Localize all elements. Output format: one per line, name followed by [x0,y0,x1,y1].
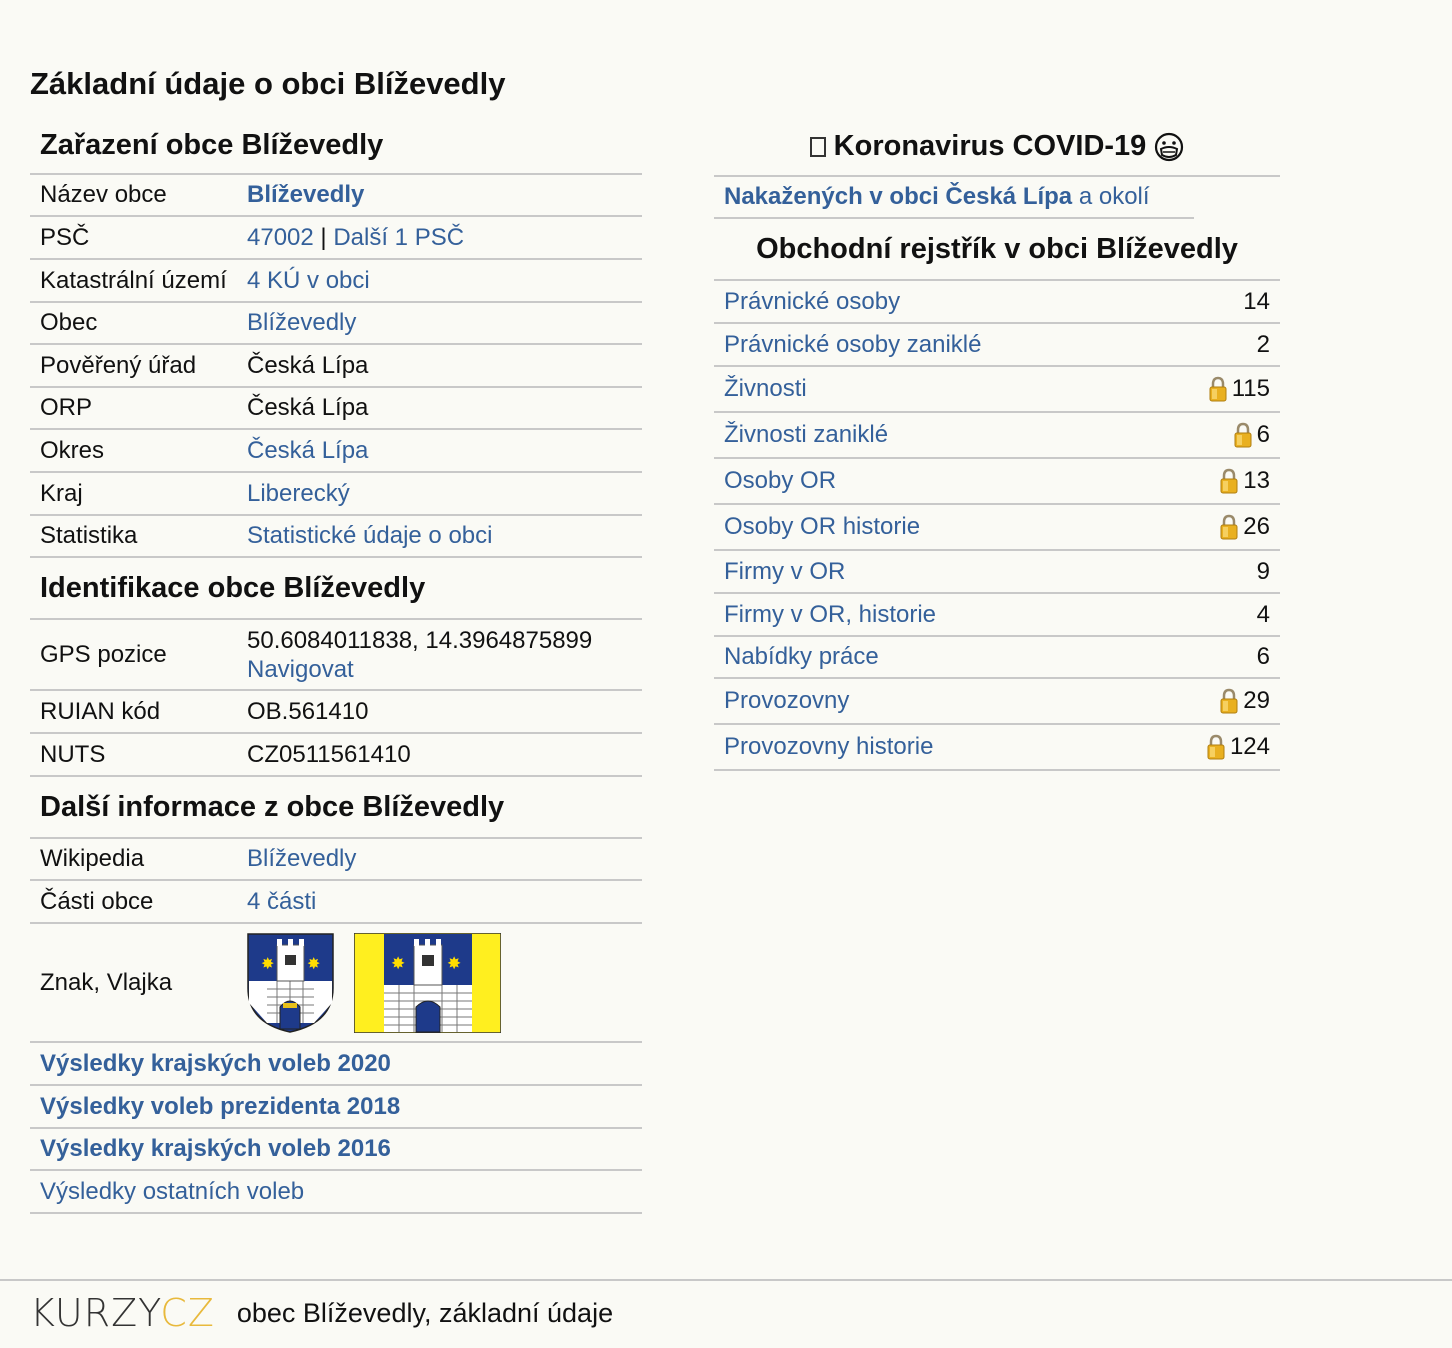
postal-code-link[interactable]: 47002 [247,223,314,251]
table-row [30,260,642,303]
register-row [714,281,1280,324]
table-row [30,1171,642,1214]
flag-image[interactable] [354,933,501,1033]
row-label: Znak, Vlajka [40,968,173,996]
gps-coordinates: 50.6084011838, 14.3964875899 [247,626,593,654]
register-count-value: 13 [1243,467,1270,494]
table-row [30,303,642,345]
municipality-name-link[interactable]: Blíževedly [247,181,365,208]
table-row [30,473,642,516]
register-row-link[interactable]: Právnické osoby [724,287,901,315]
table-row [30,881,642,924]
business-register-panel [714,118,1280,771]
covid-title: Koronavirus COVID-19 [833,130,1147,162]
row-value: Česká Lípa [247,394,369,421]
municipality-info-panel [30,118,642,1214]
presidential-election-2018-link[interactable]: Výsledky voleb prezidenta 2018 [40,1092,401,1120]
register-row-link[interactable]: Firmy v OR [724,557,846,585]
register-row [714,367,1280,413]
register-count-value: 6 [1256,421,1270,448]
register-count [1219,467,1270,495]
covid-cases-link[interactable] [724,183,1150,211]
classification-heading: Zařazení obce Blíževedly [30,118,642,175]
register-row-link[interactable]: Provozovny historie [724,733,934,760]
row-label: Wikipedia [40,845,145,872]
register-row-link[interactable]: Nabídky práce [724,643,879,670]
table-row [30,175,642,217]
row-label: Kraj [40,479,83,507]
svg-text:✸: ✸ [391,953,406,974]
row-value: OB.561410 [247,697,369,725]
register-row-link[interactable]: Právnické osoby zaniklé [724,330,982,358]
table-row [30,1086,642,1129]
lock-icon[interactable] [1219,514,1239,540]
footer [30,1288,613,1338]
footer-divider [0,1279,1452,1281]
table-row [30,924,642,1043]
municipality-parts-link[interactable]: 4 části [247,887,317,915]
business-register-heading: Obchodní rejstřík v obci Blíževedly [714,219,1280,281]
register-count-value: 29 [1243,687,1270,714]
table-row [30,620,642,691]
covid-cases-bold: Nakažených v obci Česká Lípa [724,183,1073,210]
virus-icon [810,137,826,157]
lock-icon[interactable] [1219,468,1239,494]
register-count [1243,288,1270,316]
face-with-mask-icon [1154,132,1184,162]
row-label: PSČ [40,223,90,251]
register-count-value: 2 [1256,330,1270,358]
register-count [1257,331,1270,359]
footer-caption: obec Blíževedly, základní údaje [236,1297,614,1328]
table-row [30,430,642,473]
register-row [714,594,1280,637]
register-row [714,459,1280,505]
table-row [30,516,642,558]
business-register-list [714,281,1280,771]
row-label: Části obce [40,887,154,915]
more-postal-codes-link[interactable]: Další 1 PSČ [333,223,465,251]
register-count [1219,687,1270,715]
register-row-link[interactable]: Osoby OR [724,467,837,494]
register-count [1206,733,1270,761]
register-count-value: 14 [1243,287,1270,315]
register-row [714,725,1280,771]
register-count [1219,513,1270,541]
row-label: RUIAN kód [40,697,161,725]
register-row [714,637,1280,679]
register-row [714,413,1280,459]
svg-text:✸: ✸ [447,953,462,974]
register-count [1257,643,1270,671]
lock-icon[interactable] [1233,422,1253,448]
table-row [30,388,642,430]
register-row [714,324,1280,367]
register-count-value: 115 [1231,375,1270,402]
register-row-link[interactable]: Firmy v OR, historie [724,600,937,628]
table-row [30,734,642,777]
register-row [714,505,1280,551]
table-row [30,691,642,734]
table-row [30,839,642,881]
separator: | [320,223,327,251]
register-count-value: 124 [1229,733,1270,760]
row-label: Katastrální území [40,266,227,294]
row-label: Statistika [40,522,138,549]
region-link[interactable]: Liberecký [247,479,350,507]
svg-text:✸: ✸ [307,953,321,973]
register-count [1257,558,1270,586]
navigate-link[interactable]: Navigovat [247,655,354,683]
covid-cases-row [714,177,1194,219]
register-row [714,551,1280,594]
register-row-link[interactable]: Provozovny [724,687,850,714]
page-title: Základní údaje o obci Blíževedly [30,66,506,101]
row-label: Okres [40,436,105,464]
register-count [1257,601,1270,629]
district-link[interactable]: Česká Lípa [247,436,369,464]
election-results-2020-link[interactable]: Výsledky krajských voleb 2020 [40,1049,391,1077]
lock-icon[interactable] [1206,734,1226,760]
cadastral-areas-link[interactable]: 4 KÚ v obci [247,266,370,294]
register-count-value: 4 [1256,600,1270,628]
table-row [30,1043,642,1086]
coat-of-arms-image[interactable] [247,933,334,1033]
more-info-heading: Další informace z obce Blíževedly [30,777,642,839]
covid-heading [714,118,1280,177]
covid-cases-rest: a okolí [1078,183,1150,210]
row-label: GPS pozice [40,640,167,668]
register-row-link[interactable]: Živnosti zaniklé [724,421,889,448]
table-row [30,1129,642,1171]
register-count-value: 6 [1256,643,1270,670]
row-value: Česká Lípa [247,351,369,379]
kurzy-logo[interactable]: KURZYCZ [30,1291,215,1335]
election-results-2016-link[interactable]: Výsledky krajských voleb 2016 [40,1135,391,1162]
other-elections-link[interactable]: Výsledky ostatních voleb [40,1177,305,1205]
row-label: Obec [40,309,98,336]
row-value: CZ0511561410 [247,740,411,768]
register-row-link[interactable]: Živnosti [724,375,807,402]
identification-heading: Identifikace obce Blíževedly [30,558,642,620]
row-label: Pověřený úřad [40,351,197,379]
row-label: Název obce [40,181,167,208]
wikipedia-link[interactable]: Blíževedly [247,845,357,872]
register-row-link[interactable]: Osoby OR historie [724,513,921,540]
table-row [30,345,642,388]
svg-text:✸: ✸ [261,953,275,973]
row-label: ORP [40,394,93,421]
lock-icon[interactable] [1219,688,1239,714]
lock-icon[interactable] [1208,376,1228,402]
table-row [30,217,642,260]
municipality-link[interactable]: Blíževedly [247,309,357,336]
register-row [714,679,1280,725]
statistics-link[interactable]: Statistické údaje o obci [247,522,493,549]
register-count-value: 9 [1256,557,1270,585]
register-count-value: 26 [1243,513,1270,540]
row-label: NUTS [40,740,106,768]
register-count [1233,421,1270,449]
register-count [1208,375,1270,403]
